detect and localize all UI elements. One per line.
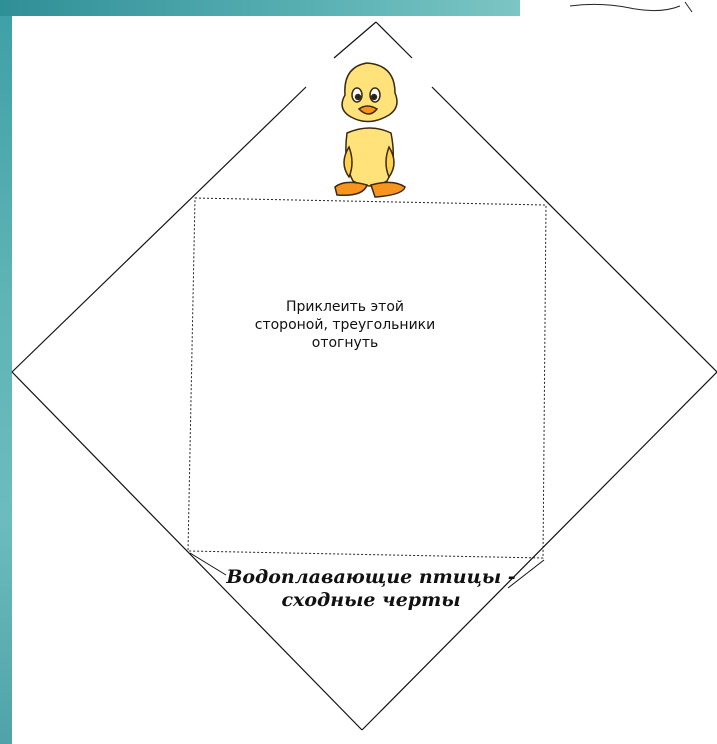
envelope-title: [196, 566, 546, 612]
envelope-title-line-1: Водоплавающие птицы -: [226, 566, 516, 588]
envelope-title-line-2: сходные черты: [281, 589, 461, 611]
duckling-illustration: [325, 55, 415, 203]
glue-instruction-line-2: стороной, треугольники: [254, 317, 436, 333]
glue-instruction-line-1: Приклеить этой: [286, 299, 404, 315]
fold-square-dashed: [188, 198, 546, 558]
glue-instruction: [220, 298, 470, 352]
glue-instruction-line-3: отогнуть: [311, 335, 379, 351]
